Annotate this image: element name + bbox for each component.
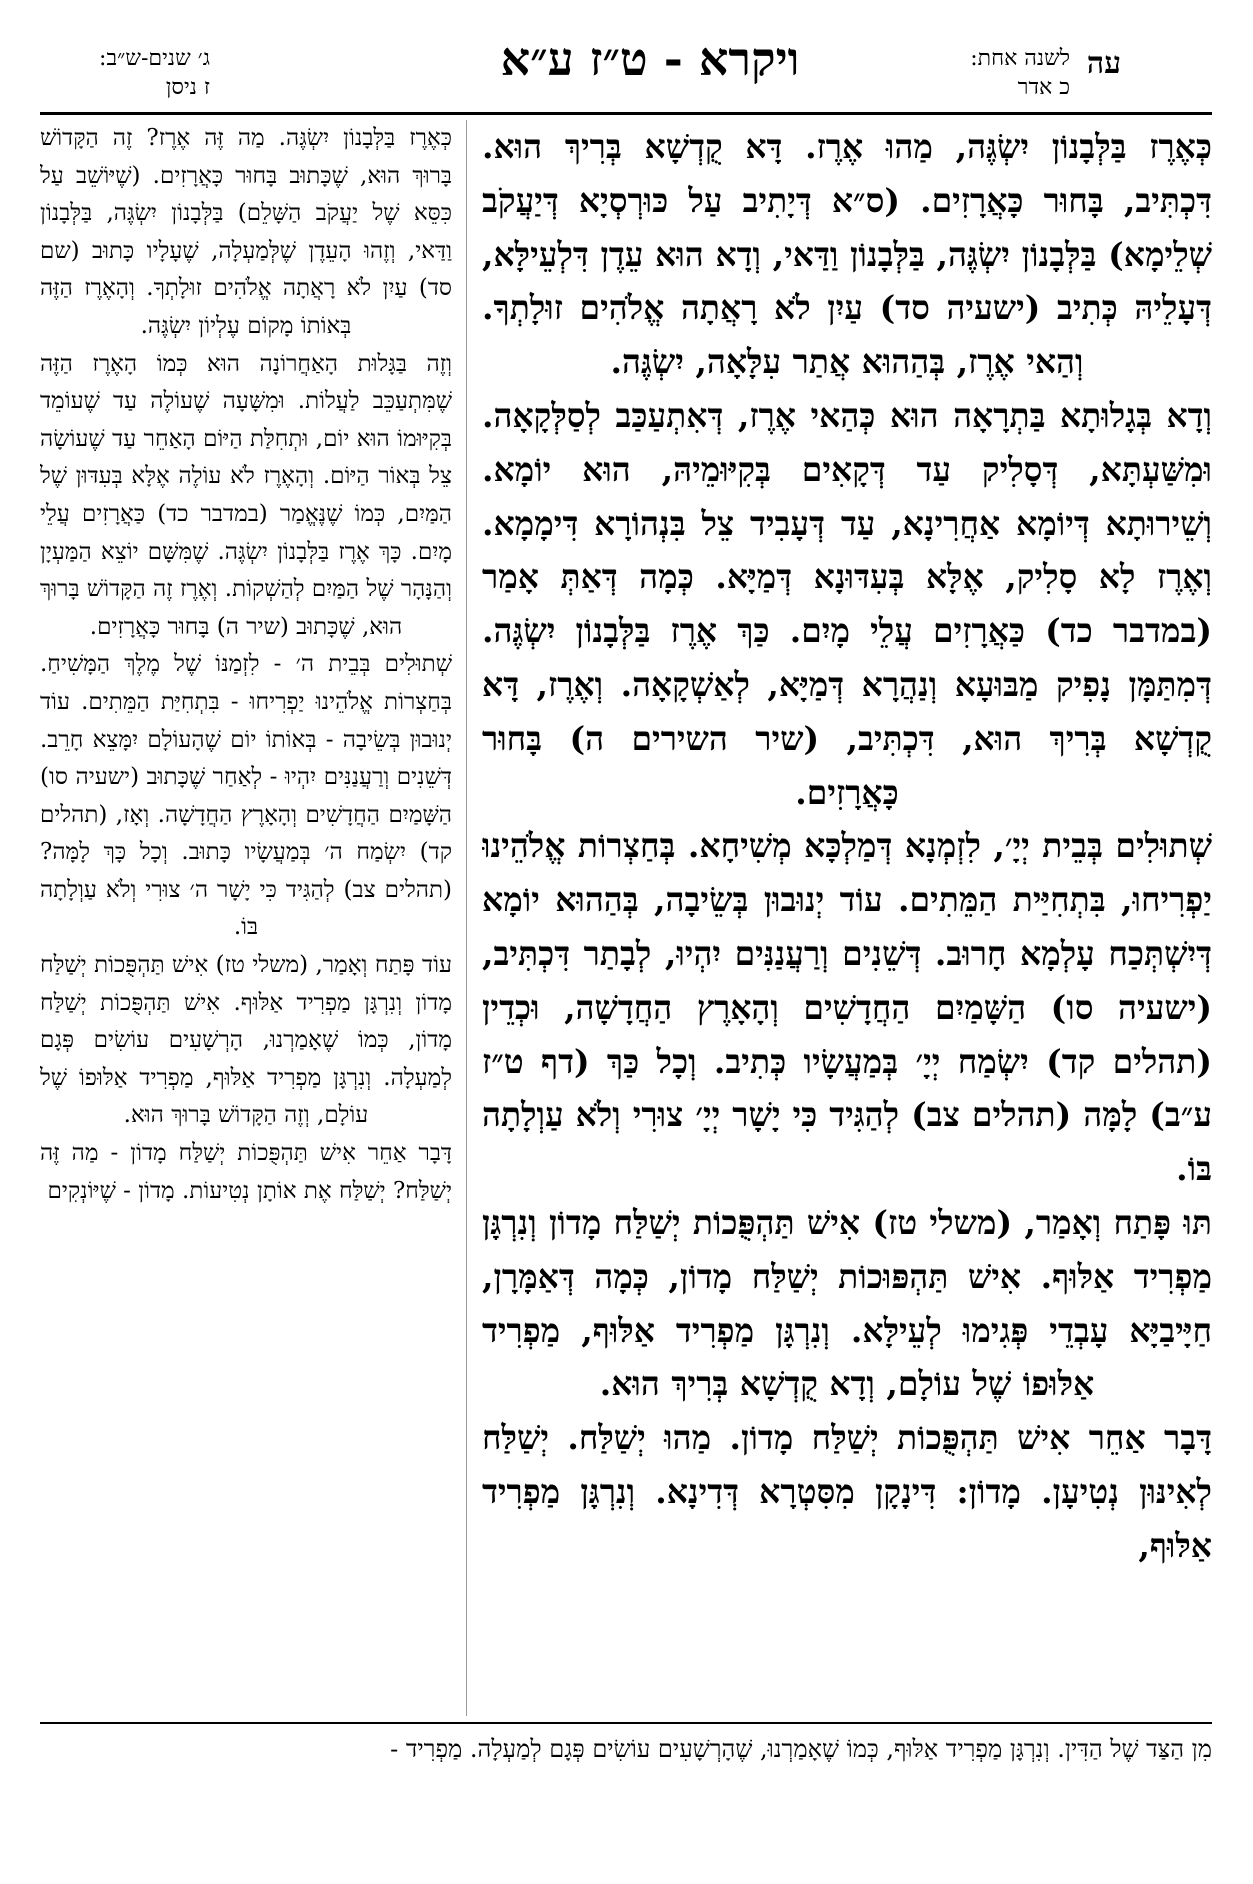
header-right [890, 44, 1070, 102]
column-divider [466, 120, 467, 1716]
page-title: ויקרא - ט״ז ע״א [500, 32, 800, 86]
side-column [40, 120, 452, 1716]
side-paragraph: עוֹד פָּתַח וְאָמַר, (משלי טז) אִישׁ תַּהְפֻּכוֹת יְשַׁלַּח מָדוֹן וְנִרְגָּן מַפְרִיד אַלּוּף. אִישׁ תַּהְפֻּכוֹת יְשַׁלַּח מָדוֹן, כְּמוֹ שֶׁאָמַרְנוּ, הָרְשָׁעִים עוֹשִׂים פְּגָם לְמַעְלָה. וְנִרְגָּן מַפְרִיד אַלּוּף, מַפְרִיד אַלּוּפוֹ שֶׁל עוֹלָם, וְזֶה הַקָּדוֹשׁ בָּרוּךְ הוּא. [40, 952, 452, 1129]
header-rule [40, 112, 1212, 115]
footer-rule [40, 1722, 1212, 1724]
header-left [40, 44, 210, 102]
header-left-line2: ז ניסן [165, 75, 210, 100]
main-paragraph: דָּבָר אַחֵר אִישׁ תַּהְפֻּכוֹת יְשַׁלַּח מָדוֹן. מַהוּ יְשַׁלַּח. יְשַׁלַּח לְאִינּוּן נְטִיעָן. מָדוֹן: דִּינָקָן מִסִּטְרָא דְּדִינָא. וְנִרְגָּן מַפְרִיד אַלּוּף, [482, 1418, 1212, 1565]
header-right-line1: לשנה אחת: [970, 46, 1070, 71]
footer-line: מִן הַצַּד שֶׁל הַדִּין. וְנִרְגָּן מַפְרִיד אַלּוּף, כְּמוֹ שֶׁאָמַרְנוּ, שֶׁהָרְשָׁעִים עוֹשִׂים פְּגָם לְמַעְלָה. מַפְרִיד - [390, 1735, 1212, 1763]
main-paragraph: שְׁתוּלִים בְּבֵית יְיָ׳, לִזְמְנָא דְּמַלְכָּא מְשִׁיחָא. בְּחַצְרוֹת אֱלֹהֵינוּ יַפְרִיחוּ, בִּתְחִיַּית הַמֵּתִים. עוֹד יְנוּבוּן בְּשֵׂיבָה, בְּהַהוּא יוֹמָא דְּיִשְׁתְּכַח עָלְמָא חָרוּב. דְּשֵׁנִים וְרַעֲנַנִּים יִהְיוּ, לְבָתַר דִּכְתִּיב, (ישעיה סו) הַשָּׁמַיִם הַחֲדָשִׁים וְהָאָרֶץ הַחֲדָשָׁה, וּכְדֵין (תהלים קד) יִשְׂמַח יְיָ׳ בְּמַעֲשָׂיו כְּתִיב. וְכָל כַּךְ (דף ט״ז ע״ב) לָמָּה (תהלים צב) לְהַגִּיד כִּי יָשָׁר יְיָ׳ צוּרִי וְלֹא עַוְלָתָה בּוֹ. [482, 826, 1212, 1189]
page-number: עה [1086, 46, 1122, 81]
header-right-line2: כ אדר [1017, 75, 1070, 100]
header-left-line1: ג׳ שנים-ש״ב: [99, 46, 210, 71]
side-paragraph: שְׁתוּלִים בְּבֵית ה׳ - לִזְמַנּוֹ שֶׁל מֶלֶךְ הַמָּשִׁיחַ. בְּחַצְרוֹת אֱלֹהֵינוּ יַפְרִיחוּ - בִּתְחִיַּת הַמֵּתִים. עוֹד יְנוּבוּן בְּשֵׂיבָה - בְּאוֹתוֹ יוֹם שֶׁהָעוֹלָם יִמָּצֵא חָרֵב. דְּשֵׁנִים וְרַעֲנַנִּים יִהְיוּ - לְאַחַר שֶׁכָּתוּב (ישעיה סו) הַשָּׁמַיִם הַחֲדָשִׁים וְהָאָרֶץ הַחֲדָשָׁה. וְאָז, (תהלים קד) יִשְׂמַח ה׳ בְּמַעֲשָׂיו כָּתוּב. וְכָל כָּךְ לָמָּה? (תהלים צב) לְהַגִּיד כִּי יָשָׁר ה׳ צוּרִי וְלֹא עַוְלָתָה בּוֹ. [40, 651, 452, 941]
side-paragraph: כְּאֶרֶז בַּלְּבָנוֹן יִשְׂגֶּה. מַה זֶּה אֶרֶז? זֶה הַקָּדוֹשׁ בָּרוּךְ הוּא, שֶׁכָּתוּב בָּחוּר כָּאֲרָזִים. (שֶׁיּוֹשֵׁב עַל כִּסֵּא שֶׁל יַעֲקֹב הַשָּׁלֵם) בַּלְּבָנוֹן יִשְׂגֶּה, בַּלְּבָנוֹן וַדַּאי, וְזֶהוּ הָעֵדֶן שֶׁלְּמַעְלָה, שֶׁעָלָיו כָּתוּב (שם סד) עַיִן לֹא רָאֲתָה אֱלֹהִים זוּלָתְךָ. וְהָאֶרֶז הַזֶּה בְּאוֹתוֹ מָקוֹם עֶלְיוֹן יִשְׂגֶּה. [40, 125, 452, 339]
side-paragraph: דָּבָר אַחֵר אִישׁ תַּהְפֻּכוֹת יְשַׁלַּח מָדוֹן - מַה זֶּה יְשַׁלַּח? יְשַׁלַּח אֶת אוֹתָן נְטִיעוֹת. מָדוֹן - שֶׁיּוֹנְקִים [40, 1140, 452, 1204]
main-column [482, 120, 1212, 1716]
main-paragraph: תּוּ פָּתַח וְאָמַר, (משלי טז) אִישׁ תַּהְפֻּכוֹת יְשַׁלַּח מָדוֹן וְנִרְגָּן מַפְרִיד אַלּוּף. אִישׁ תַּהְפּוּכוֹת יְשַׁלַּח מָדוֹן, כְּמָה דְּאַמָּרָן, חַיָּיבַיָּא עָבְדֵי פְּגִימוּ לְעֵילָּא. וְנִרְגָּן מַפְרִיד אַלּוּף, מַפְרִיד אַלּוּפוֹ שֶׁל עוֹלָם, וְדָא קֻדְשָׁא בְּרִיךְ הוּא. [482, 1202, 1212, 1404]
side-paragraph: וְזֶה בַּגָּלוּת הָאַחֲרוֹנָה הוּא כְּמוֹ הָאֶרֶז הַזֶּה שֶׁמִּתְעַכֵּב לַעֲלוֹת. וּמִשָּׁעָה שֶׁעוֹלֶה עַד שֶׁעוֹמֵד בְּקִיּוּמוֹ הוּא יוֹם, וּתְחִלַּת הַיּוֹם הָאַחֵר עַד שֶׁעוֹשָׂה צֵל בְּאוֹר הַיּוֹם. וְהָאֶרֶז לֹא עוֹלֶה אֶלָּא בְּעִדּוּן שֶׁל הַמַּיִם, כְּמוֹ שֶׁנֶּאֱמַר (במדבר כד) כַּאֲרָזִים עֲלֵי מָיִם. כָּךְ אֶרֶז בַּלְּבָנוֹן יִשְׂגֶּה. שֶׁמִּשָּׁם יוֹצֵא הַמַּעְיָן וְהַנָּהָר שֶׁל הַמַּיִם לְהַשְׁקוֹת. וְאֶרֶז זֶה הַקָּדוֹשׁ בָּרוּךְ הוּא, שֶׁכָּתוּב (שיר ה) בָּחוּר כָּאֲרָזִים. [40, 350, 452, 640]
main-paragraph: וְדָא בְּגָלוּתָא בַּתְרָאָה הוּא כְּהַאי אֶרֶז, דְּאִתְעַכַּב לְסַלְּקָאָה. וּמִשַּׁעְתָּא, דְּסָלִיק עַד דְּקָאִים בְּקִיּוּמֵיהּ, הוּא יוֹמָא. וְשֵׁירוּתָא דְּיוֹמָא אַחֲרִינָא, עַד דְּעָבִיד צֵל בִּנְהוֹרָא דִּימָמָא. וְאֶרֶז לָא סָלִיק, אֶלָּא בְּעִדּוּנָא דְּמַיָּא. כְּמָה דְּאַתְּ אָמַר (במדבר כד) כַּאֲרָזִים עֲלֵי מָיִם. כַּךְ אֶרֶז בַּלְּבָנוֹן יִשְׂגֶּה. דְּמִתַּמָּן נָפִיק מַבּוּעָא וְנַהֲרָא דְּמַיָּא, לְאַשְׁקָאָה. וְאֶרֶז, דָּא קֻדְשָׁא בְּרִיךְ הוּא, דִּכְתִּיב, (שיר השירים ה) בָּחוּר כָּאֲרָזִים. [482, 395, 1212, 812]
main-paragraph: כְּאֶרֶז בַּלְּבָנוֹן יִשְׂגֶּה, מַהוּ אֶרֶז. דָּא קֻדְשָׁא בְּרִיךְ הוּא. דִּכְתִּיב, בָּחוּר כָּאֲרָזִים. (ס״א דְּיָתִיב עַל כּוּרְסְיָא דְּיַעֲקֹב שְׁלֵימָא) בַּלְּבָנוֹן יִשְׂגֶּה, בַּלְּבָנוֹן וַדַּאי, וְדָא הוּא עֵדֶן דִּלְעֵילָּא, דְּעָלֵיהּ כְּתִיב (ישעיה סד) עַיִן לֹא רָאֲתָה אֱלֹהִים זוּלָתְךָ. וְהַאי אֶרֶז, בְּהַהוּא אֲתַר עִלָּאָה, יִשְׂגֶּה. [482, 127, 1212, 382]
